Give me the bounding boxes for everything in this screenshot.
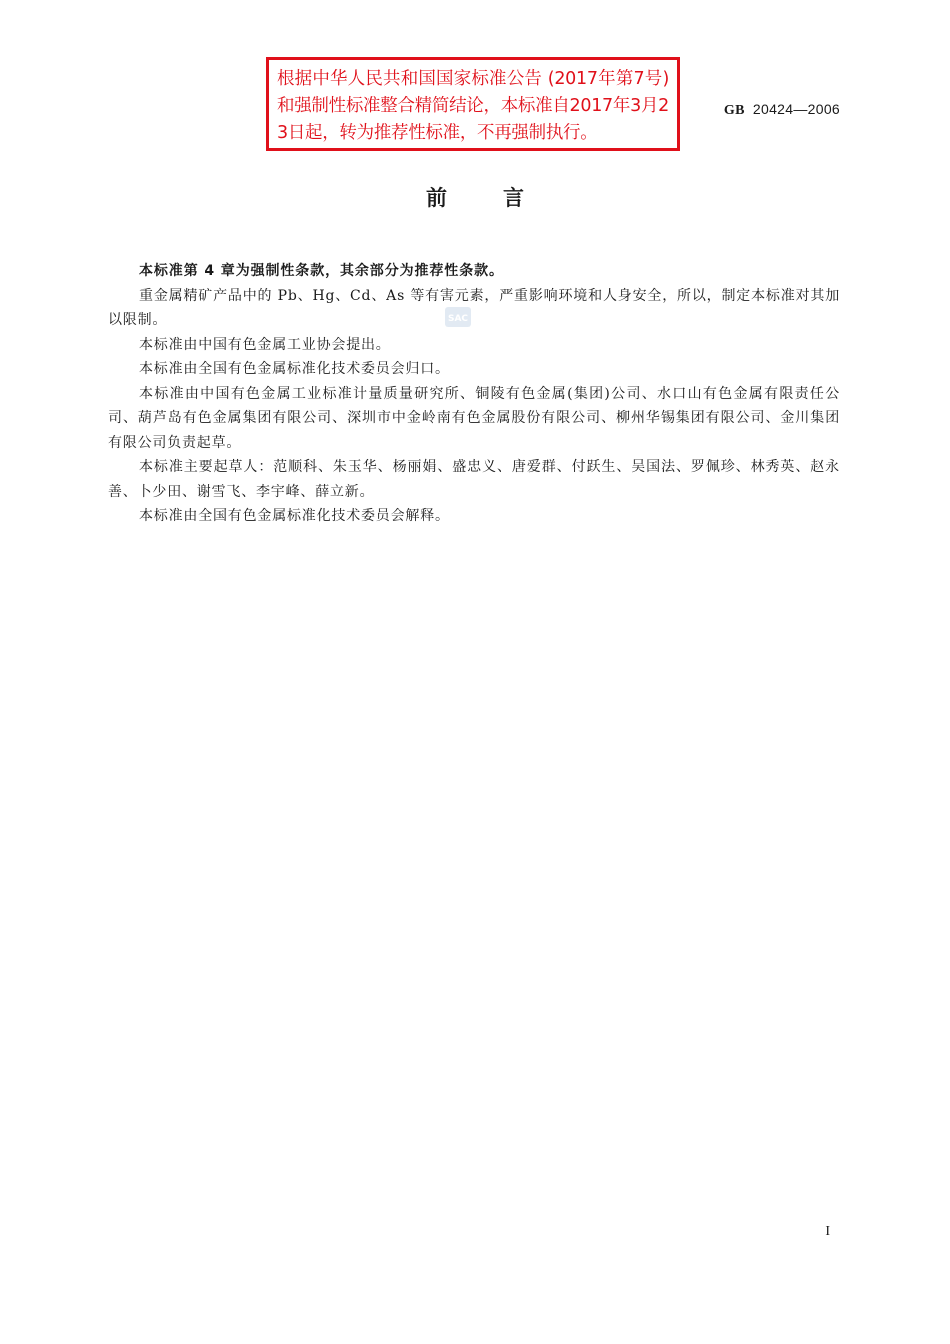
paragraph-interpretation: 本标准由全国有色金属标准化技术委员会解释。 bbox=[139, 508, 450, 524]
paragraph-purpose: 重金属精矿产品中的 Pb、Hg、Cd、As 等有害元素，严重影响环境和人身安全，所以，制定本标准对其加以限制。 bbox=[108, 287, 840, 328]
paragraph-drafting-units: 本标准由中国有色金属工业标准计量质量研究所、铜陵有色金属(集团)公司、水口山有色金属有限责任公司、葫芦岛有色金属集团有限公司、深圳市中金岭南有色金属股份有限公司、柳州华锡集团有限公司、金川集团有限公司负责起草。 bbox=[108, 385, 840, 451]
standard-prefix: GB bbox=[723, 103, 745, 118]
paragraph-proposer: 本标准由中国有色金属工业协会提出。 bbox=[139, 336, 391, 353]
page-number: I bbox=[825, 1224, 830, 1239]
paragraph-drafters: 本标准主要起草人：范顺科、朱玉华、杨丽娟、盛忠义、唐爱群、付跃生、吴国法、罗佩珍、林秀英、赵永善、卜少田、谢雪飞、李宇峰、薛立新。 bbox=[108, 459, 840, 500]
repeal-notice-text: 根据中华人民共和国国家标准公告 (2017年第7号) 和强制性标准整合精简结论，本标准自2017年3月23日起，转为推荐性标准，不再强制执行。 bbox=[277, 69, 669, 143]
page-title: 前言 bbox=[426, 186, 580, 210]
paragraph-centralized-by: 本标准由全国有色金属标准化技术委员会归口。 bbox=[139, 361, 450, 377]
repeal-notice-box bbox=[266, 57, 680, 151]
standard-code: 20424—2006 bbox=[752, 101, 840, 117]
paragraph-mandatory-clause: 本标准第 4 章为强制性条款，其余部分为推荐性条款。 bbox=[139, 263, 504, 279]
foreword-body bbox=[108, 259, 840, 529]
sac-logo-text: SAC bbox=[447, 314, 469, 324]
standard-number bbox=[724, 101, 840, 119]
